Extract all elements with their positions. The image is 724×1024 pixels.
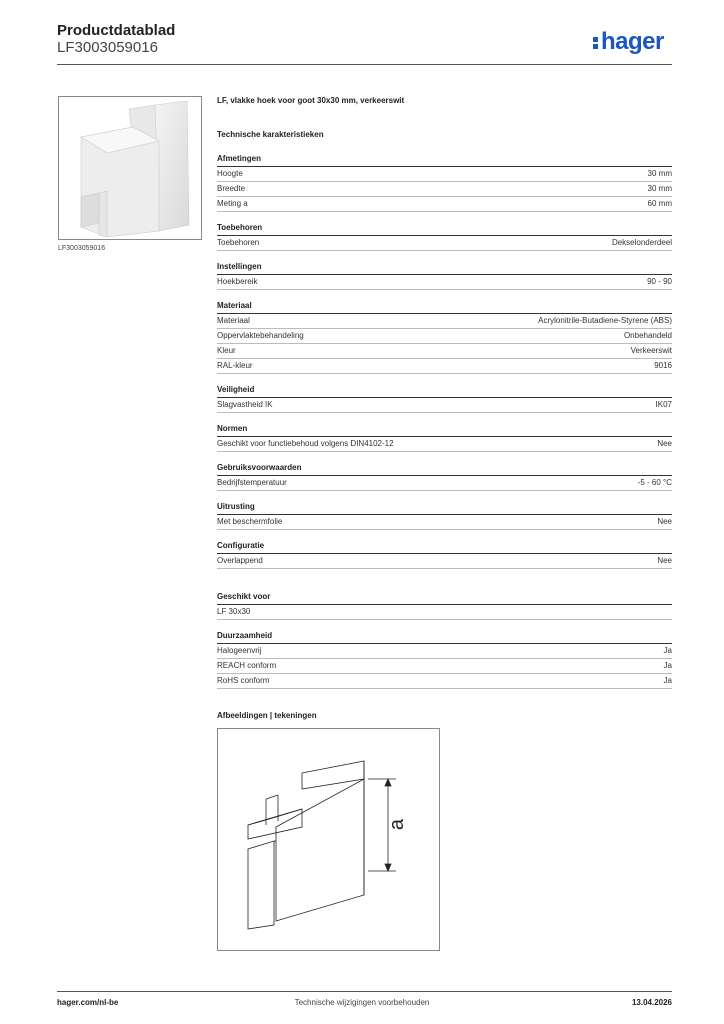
drawings-title: Afbeeldingen | tekeningen xyxy=(217,711,317,720)
spec-value: Nee xyxy=(657,439,672,448)
spec-label: Met beschermfolie xyxy=(217,517,283,526)
spec-value: Dekselonderdeel xyxy=(611,238,672,247)
spec-section xyxy=(217,424,672,452)
spec-row xyxy=(217,167,672,182)
spec-value: Nee xyxy=(657,556,672,565)
dimension-label: a xyxy=(386,818,409,831)
logo-dots-icon xyxy=(593,35,599,51)
spec-section xyxy=(217,463,672,491)
disclaimer: Technische wijzigingen voorbehouden xyxy=(294,998,430,1007)
spec-label: Materiaal xyxy=(217,316,250,325)
spec-label: Kleur xyxy=(217,346,236,355)
image-caption: LF3003059016 xyxy=(58,245,106,252)
section-title: Configuratie xyxy=(217,541,672,554)
spec-value: Ja xyxy=(663,676,672,685)
spec-row xyxy=(217,515,672,530)
technical-drawing xyxy=(217,728,440,951)
spec-label: Toebehoren xyxy=(217,238,260,247)
spec-section xyxy=(217,223,672,251)
product-photo xyxy=(58,96,202,240)
corner-piece-icon xyxy=(59,97,201,239)
spec-row xyxy=(217,314,672,329)
suitable-section xyxy=(217,592,672,620)
spec-value: Ja xyxy=(663,646,672,655)
spec-row xyxy=(217,344,672,359)
spec-row xyxy=(217,329,672,344)
spec-row xyxy=(217,359,672,374)
logo-text: hager xyxy=(601,28,664,55)
spec-value: Ja xyxy=(663,661,672,670)
section-title: Duurzaamheid xyxy=(217,631,672,644)
spec-sections xyxy=(217,154,672,569)
section-title: Materiaal xyxy=(217,301,672,314)
spec-value: 30 mm xyxy=(647,184,672,193)
spec-label: Meting a xyxy=(217,199,248,208)
spec-label: RoHS conform xyxy=(217,676,270,685)
spec-section xyxy=(217,385,672,413)
spec-row xyxy=(217,437,672,452)
durability-section xyxy=(217,631,672,689)
suitable-value: LF 30x30 xyxy=(217,605,672,620)
spec-content xyxy=(217,96,672,700)
section-title: Afmetingen xyxy=(217,154,672,167)
spec-value: 30 mm xyxy=(647,169,672,178)
spec-label: Slagvastheid IK xyxy=(217,400,273,409)
spec-value: 60 mm xyxy=(647,199,672,208)
spec-label: Geschikt voor functiebehoud volgens DIN4102-12 xyxy=(217,439,394,448)
section-title: Uitrusting xyxy=(217,502,672,515)
spec-label: REACH conform xyxy=(217,661,277,670)
spec-label: Breedte xyxy=(217,184,246,193)
spec-section xyxy=(217,154,672,212)
dimension-drawing-icon xyxy=(218,729,439,950)
spec-row xyxy=(217,197,672,212)
tech-title: Technische karakteristieken xyxy=(217,130,324,139)
spec-value: Nee xyxy=(657,517,672,526)
spec-label: Halogeenvrij xyxy=(217,646,262,655)
section-title: Instellingen xyxy=(217,262,672,275)
spec-value: Acrylonitrile-Butadiene-Styrene (ABS) xyxy=(538,316,672,325)
spec-row xyxy=(217,275,672,290)
section-title: Gebruiksvoorwaarden xyxy=(217,463,672,476)
spec-value: 90 - 90 xyxy=(647,277,672,286)
section-title: Veiligheid xyxy=(217,385,672,398)
product-description: LF, vlakke hoek voor goot 30x30 mm, verkeerswit xyxy=(217,96,405,105)
header-divider xyxy=(57,64,672,65)
section-title: Normen xyxy=(217,424,672,437)
product-code: LF3003059016 xyxy=(57,39,158,56)
print-date: 13.04.2026 xyxy=(631,998,672,1007)
website-link[interactable]: hager.com/nl-be xyxy=(57,998,119,1007)
spec-row xyxy=(217,236,672,251)
spec-label: Oppervlaktebehandeling xyxy=(217,331,304,340)
spec-row xyxy=(217,644,672,659)
section-title: Toebehoren xyxy=(217,223,672,236)
spec-label: Hoekbereik xyxy=(217,277,258,286)
spec-row xyxy=(217,182,672,197)
spec-value: 9016 xyxy=(654,361,672,370)
spec-value: Onbehandeld xyxy=(623,331,672,340)
spec-section xyxy=(217,541,672,569)
hager-logo xyxy=(593,28,664,56)
spec-value: -5 - 60 °C xyxy=(637,478,672,487)
spec-label: Bedrijfstemperatuur xyxy=(217,478,287,487)
footer-divider xyxy=(57,991,672,992)
spec-section xyxy=(217,262,672,290)
spec-value: IK07 xyxy=(655,400,672,409)
spec-label: Overlappend xyxy=(217,556,263,565)
spec-value: Verkeerswit xyxy=(630,346,672,355)
section-title: Geschikt voor xyxy=(217,592,672,605)
spec-section xyxy=(217,301,672,374)
spec-row xyxy=(217,398,672,413)
spec-row xyxy=(217,476,672,491)
spec-label: RAL-kleur xyxy=(217,361,253,370)
spec-section xyxy=(217,502,672,530)
spec-row xyxy=(217,659,672,674)
spec-row xyxy=(217,674,672,689)
spec-row xyxy=(217,554,672,569)
page-title: Productdatablad xyxy=(57,22,176,39)
spec-label: Hoogte xyxy=(217,169,243,178)
